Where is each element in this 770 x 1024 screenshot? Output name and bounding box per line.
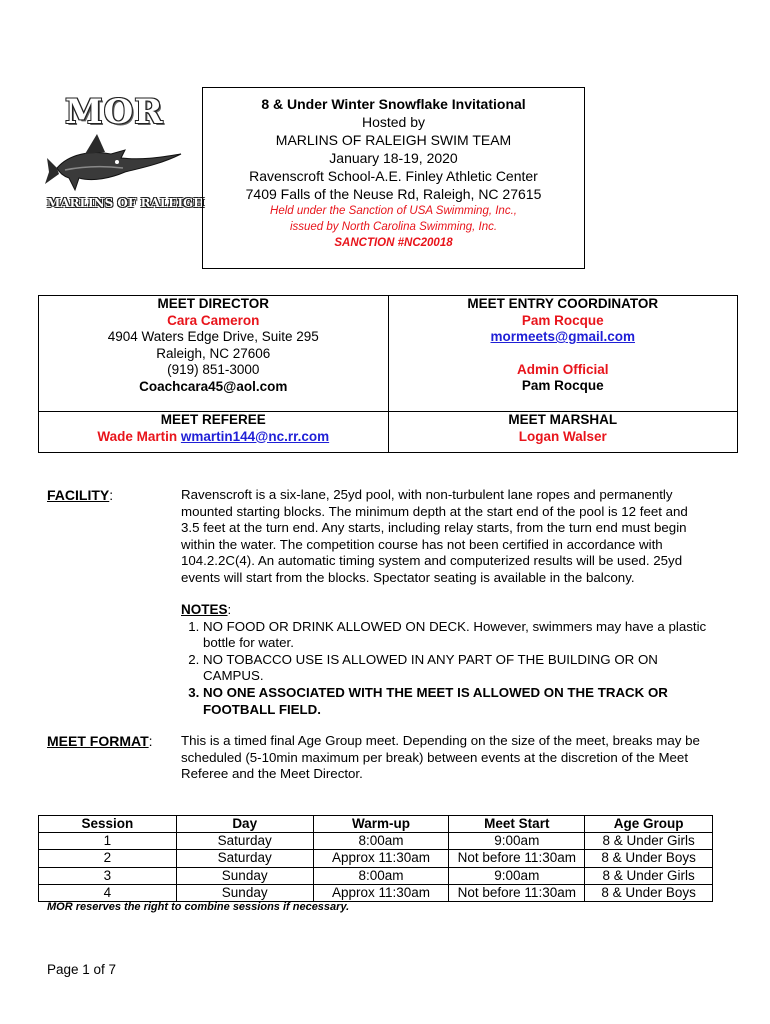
meet-marshal-cell (388, 412, 738, 453)
meet-marshal-heading: MEET MARSHAL (508, 412, 618, 427)
mor-logo (45, 88, 205, 218)
meet-format-label-wrap: MEET FORMAT: (47, 733, 153, 749)
table-cell: 8:00am (313, 833, 449, 850)
facility-line: 3.5 feet at the turn end. Any starts, including relay starts, from the turn end must begin (181, 520, 687, 536)
table-cell: 3 (39, 867, 177, 884)
meet-referee-heading: MEET REFEREE (160, 412, 266, 427)
table-row (39, 833, 713, 850)
meet-format-line: scheduled (5-10min maximum per break) between events at the discretion of the Meet (181, 749, 689, 765)
facility-label: FACILITY (47, 487, 110, 503)
note-item: 2. NO TOBACCO USE IS ALLOWED IN ANY PART OF THE BUILDING OR ON CAMPUS. (203, 652, 711, 685)
meet-director-name: Cara Cameron (167, 312, 260, 328)
col-header: Session (39, 816, 177, 833)
table-cell: 8 & Under Girls (585, 867, 713, 884)
admin-official-name: Pam Rocque (521, 378, 604, 393)
facility-label-wrap: FACILITY: (47, 487, 114, 503)
table-cell: 1 (39, 833, 177, 850)
col-header: Age Group (585, 816, 713, 833)
venue: Ravenscroft School-A.E. Finley Athletic Center (249, 168, 538, 184)
sessions-table (38, 815, 713, 902)
col-header: Meet Start (449, 816, 585, 833)
meet-referee-email-link[interactable]: wmartin144@nc.rr.com (180, 428, 330, 444)
table-row (39, 850, 713, 867)
meet-director-street: 4904 Waters Edge Drive, Suite 295 (107, 329, 319, 344)
table-cell: Approx 11:30am (313, 884, 449, 901)
table-cell: Saturday (176, 833, 313, 850)
page-number: Page 1 of 7 (47, 962, 117, 977)
sanction-number: SANCTION #NC20018 (334, 237, 453, 249)
meet-director-cell (39, 296, 389, 412)
admin-official-label: Admin Official (516, 361, 609, 377)
entry-coordinator-heading: MEET ENTRY COORDINATOR (467, 296, 659, 311)
sanction-line-1: Held under the Sanction of USA Swimming, Inc., (270, 205, 517, 217)
meet-format-line: Referee and the Meet Director. (181, 766, 363, 782)
table-row (39, 867, 713, 884)
table-cell: 8 & Under Girls (585, 833, 713, 850)
facility-line: Ravenscroft is a six-lane, 25yd pool, with non-turbulent lane ropes and permanently (181, 487, 673, 502)
meet-format-line: This is a timed final Age Group meet. Depending on the size of the meet, breaks may be (181, 733, 700, 748)
table-cell: 9:00am (449, 833, 585, 850)
sessions-footnote: MOR reserves the right to combine sessions if necessary. (47, 901, 350, 913)
sessions-header-row (39, 816, 713, 833)
table-cell: Not before 11:30am (449, 884, 585, 901)
facility-line: 104.2.2C(4). An automatic timing system and computerized results will be used. 25yd (181, 553, 683, 569)
marlin-fish-icon (45, 128, 185, 196)
entry-coordinator-email-link[interactable]: mormeets@gmail.com (490, 329, 635, 344)
col-header: Warm-up (313, 816, 449, 833)
meet-referee-cell (39, 412, 389, 453)
officials-table (38, 295, 738, 453)
note-item: 3. NO ONE ASSOCIATED WITH THE MEET IS ALLOWED ON THE TRACK OR FOOTBALL FIELD. (203, 685, 711, 718)
meet-title-box (202, 87, 585, 269)
logo-subtitle: MARLINS OF RALEIGH (47, 196, 205, 210)
sanction-line-2: issued by North Carolina Swimming, Inc. (289, 221, 498, 233)
entry-coordinator-name: Pam Rocque (521, 312, 604, 328)
table-cell: Sunday (176, 884, 313, 901)
table-cell: 8 & Under Boys (585, 884, 713, 901)
table-cell: 4 (39, 884, 177, 901)
meet-director-phone: (919) 851-3000 (167, 362, 260, 377)
notes-list (181, 619, 711, 719)
meet-director-email: Coachcara45@aol.com (139, 378, 288, 394)
table-cell: Sunday (176, 867, 313, 884)
hosted-by: Hosted by (361, 114, 426, 130)
notes-label: NOTES (181, 602, 228, 617)
venue-address: 7409 Falls of the Neuse Rd, Raleigh, NC 27615 (245, 186, 542, 202)
facility-text (181, 487, 741, 587)
meet-marshal-name: Logan Walser (518, 428, 607, 444)
table-cell: 8:00am (313, 867, 449, 884)
table-cell: Saturday (176, 850, 313, 867)
table-cell: Approx 11:30am (313, 850, 449, 867)
table-cell: Not before 11:30am (449, 850, 585, 867)
table-row (39, 884, 713, 901)
notes-section: NOTES: 1. NO FOOD OR DRINK ALLOWED ON DECK. However, swimmers may have a plastic bottle for water. 2. NO TOBACCO USE IS ALLOWED IN ANY PART OF THE BUILDING OR ON CAMPUS. 3. NO ONE ASSOCIATED WITH THE MEET IS ALLOWED ON THE TRACK OR FOOTBALL FIELD. (181, 602, 711, 718)
meet-director-heading: MEET DIRECTOR (157, 296, 269, 311)
meet-title: 8 & Under Winter Snowflake Invitational (261, 96, 526, 112)
host-team: MARLINS OF RALEIGH SWIM TEAM (275, 132, 512, 148)
logo-text: MOR (65, 92, 164, 132)
col-header: Day (176, 816, 313, 833)
entry-coordinator-cell (388, 296, 738, 412)
facility-line: events will start from the blocks. Spectator seating is available in the balcony. (181, 569, 635, 585)
meet-format-label: MEET FORMAT (47, 733, 149, 749)
facility-line: mounted starting blocks. The minimum depth at the start end of the pool is 12 feet and (181, 503, 688, 519)
facility-line: within the water. The competition course has not been certified in accordance with (181, 536, 663, 552)
meet-director-city: Raleigh, NC 27606 (156, 345, 271, 361)
table-cell: 8 & Under Boys (585, 850, 713, 867)
meet-referee-name: Wade Martin (97, 428, 178, 444)
meet-dates: January 18-19, 2020 (329, 150, 458, 166)
meet-format-text (181, 733, 741, 783)
table-cell: 9:00am (449, 867, 585, 884)
table-cell: 2 (39, 850, 177, 867)
note-item: 1. NO FOOD OR DRINK ALLOWED ON DECK. However, swimmers may have a plastic bottle for water. (203, 619, 711, 652)
